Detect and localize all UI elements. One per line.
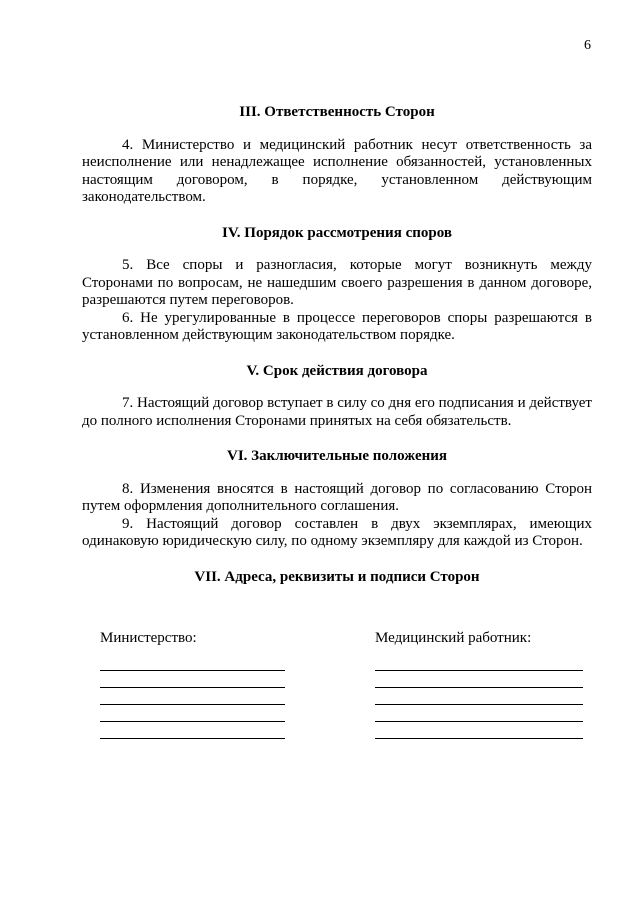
section-heading-responsibility: III. Ответственность Сторон (239, 104, 435, 120)
clause-5: 5. Все споры и разногласия, которые могут возникнуть между Сторонами по вопросам, не нашедшим своего разрешения в данном договоре, разрешаются путем переговоров. (82, 257, 592, 308)
signature-line (100, 671, 285, 688)
signature-label-ministry: Министерство: (100, 630, 197, 646)
clause-4: 4. Министерство и медицинский работник несут ответственность за неисполнение или ненадлежащее исполнение обязанностей, установленных настоящим договором, в порядке, установленном действующим законодательством. (82, 136, 592, 205)
section-heading-final-provisions: VI. Заключительные положения (227, 448, 447, 464)
section-heading-term: V. Срок действия договора (246, 362, 428, 379)
signature-line (100, 722, 285, 739)
signature-line (100, 688, 285, 705)
section-heading-disputes: IV. Порядок рассмотрения споров (222, 224, 452, 241)
signature-line (375, 722, 583, 739)
signature-block (100, 630, 590, 750)
signature-column-ministry (100, 630, 285, 739)
signature-label-medical-worker: Медицинский работник: (375, 630, 532, 646)
signature-line (100, 654, 285, 671)
document-body (82, 104, 592, 586)
clause-9: 9. Настоящий договор составлен в двух экземплярах, имеющих одинаковую юридическую силу, по одному экземпляру для каждой из Сторон. (82, 515, 592, 549)
signature-line (375, 671, 583, 688)
section-heading-addresses: VII. Адреса, реквизиты и подписи Сторон (194, 568, 480, 585)
signature-line (375, 654, 583, 671)
signature-line (375, 688, 583, 705)
signature-line (100, 705, 285, 722)
clause-6: 6. Не урегулированные в процессе переговоров споры разрешаются в установленном действующим законодательством порядке. (82, 309, 592, 343)
clause-8: 8. Изменения вносятся в настоящий договор по согласованию Сторон путем оформления дополнительного соглашения. (82, 480, 592, 514)
clause-7: 7. Настоящий договор вступает в силу со дня его подписания и действует до полного исполнения Сторонами принятых на себя обязательств. (82, 395, 592, 429)
signature-column-medical-worker (375, 630, 583, 739)
signature-line (375, 705, 583, 722)
page-number: 6 (584, 38, 591, 53)
